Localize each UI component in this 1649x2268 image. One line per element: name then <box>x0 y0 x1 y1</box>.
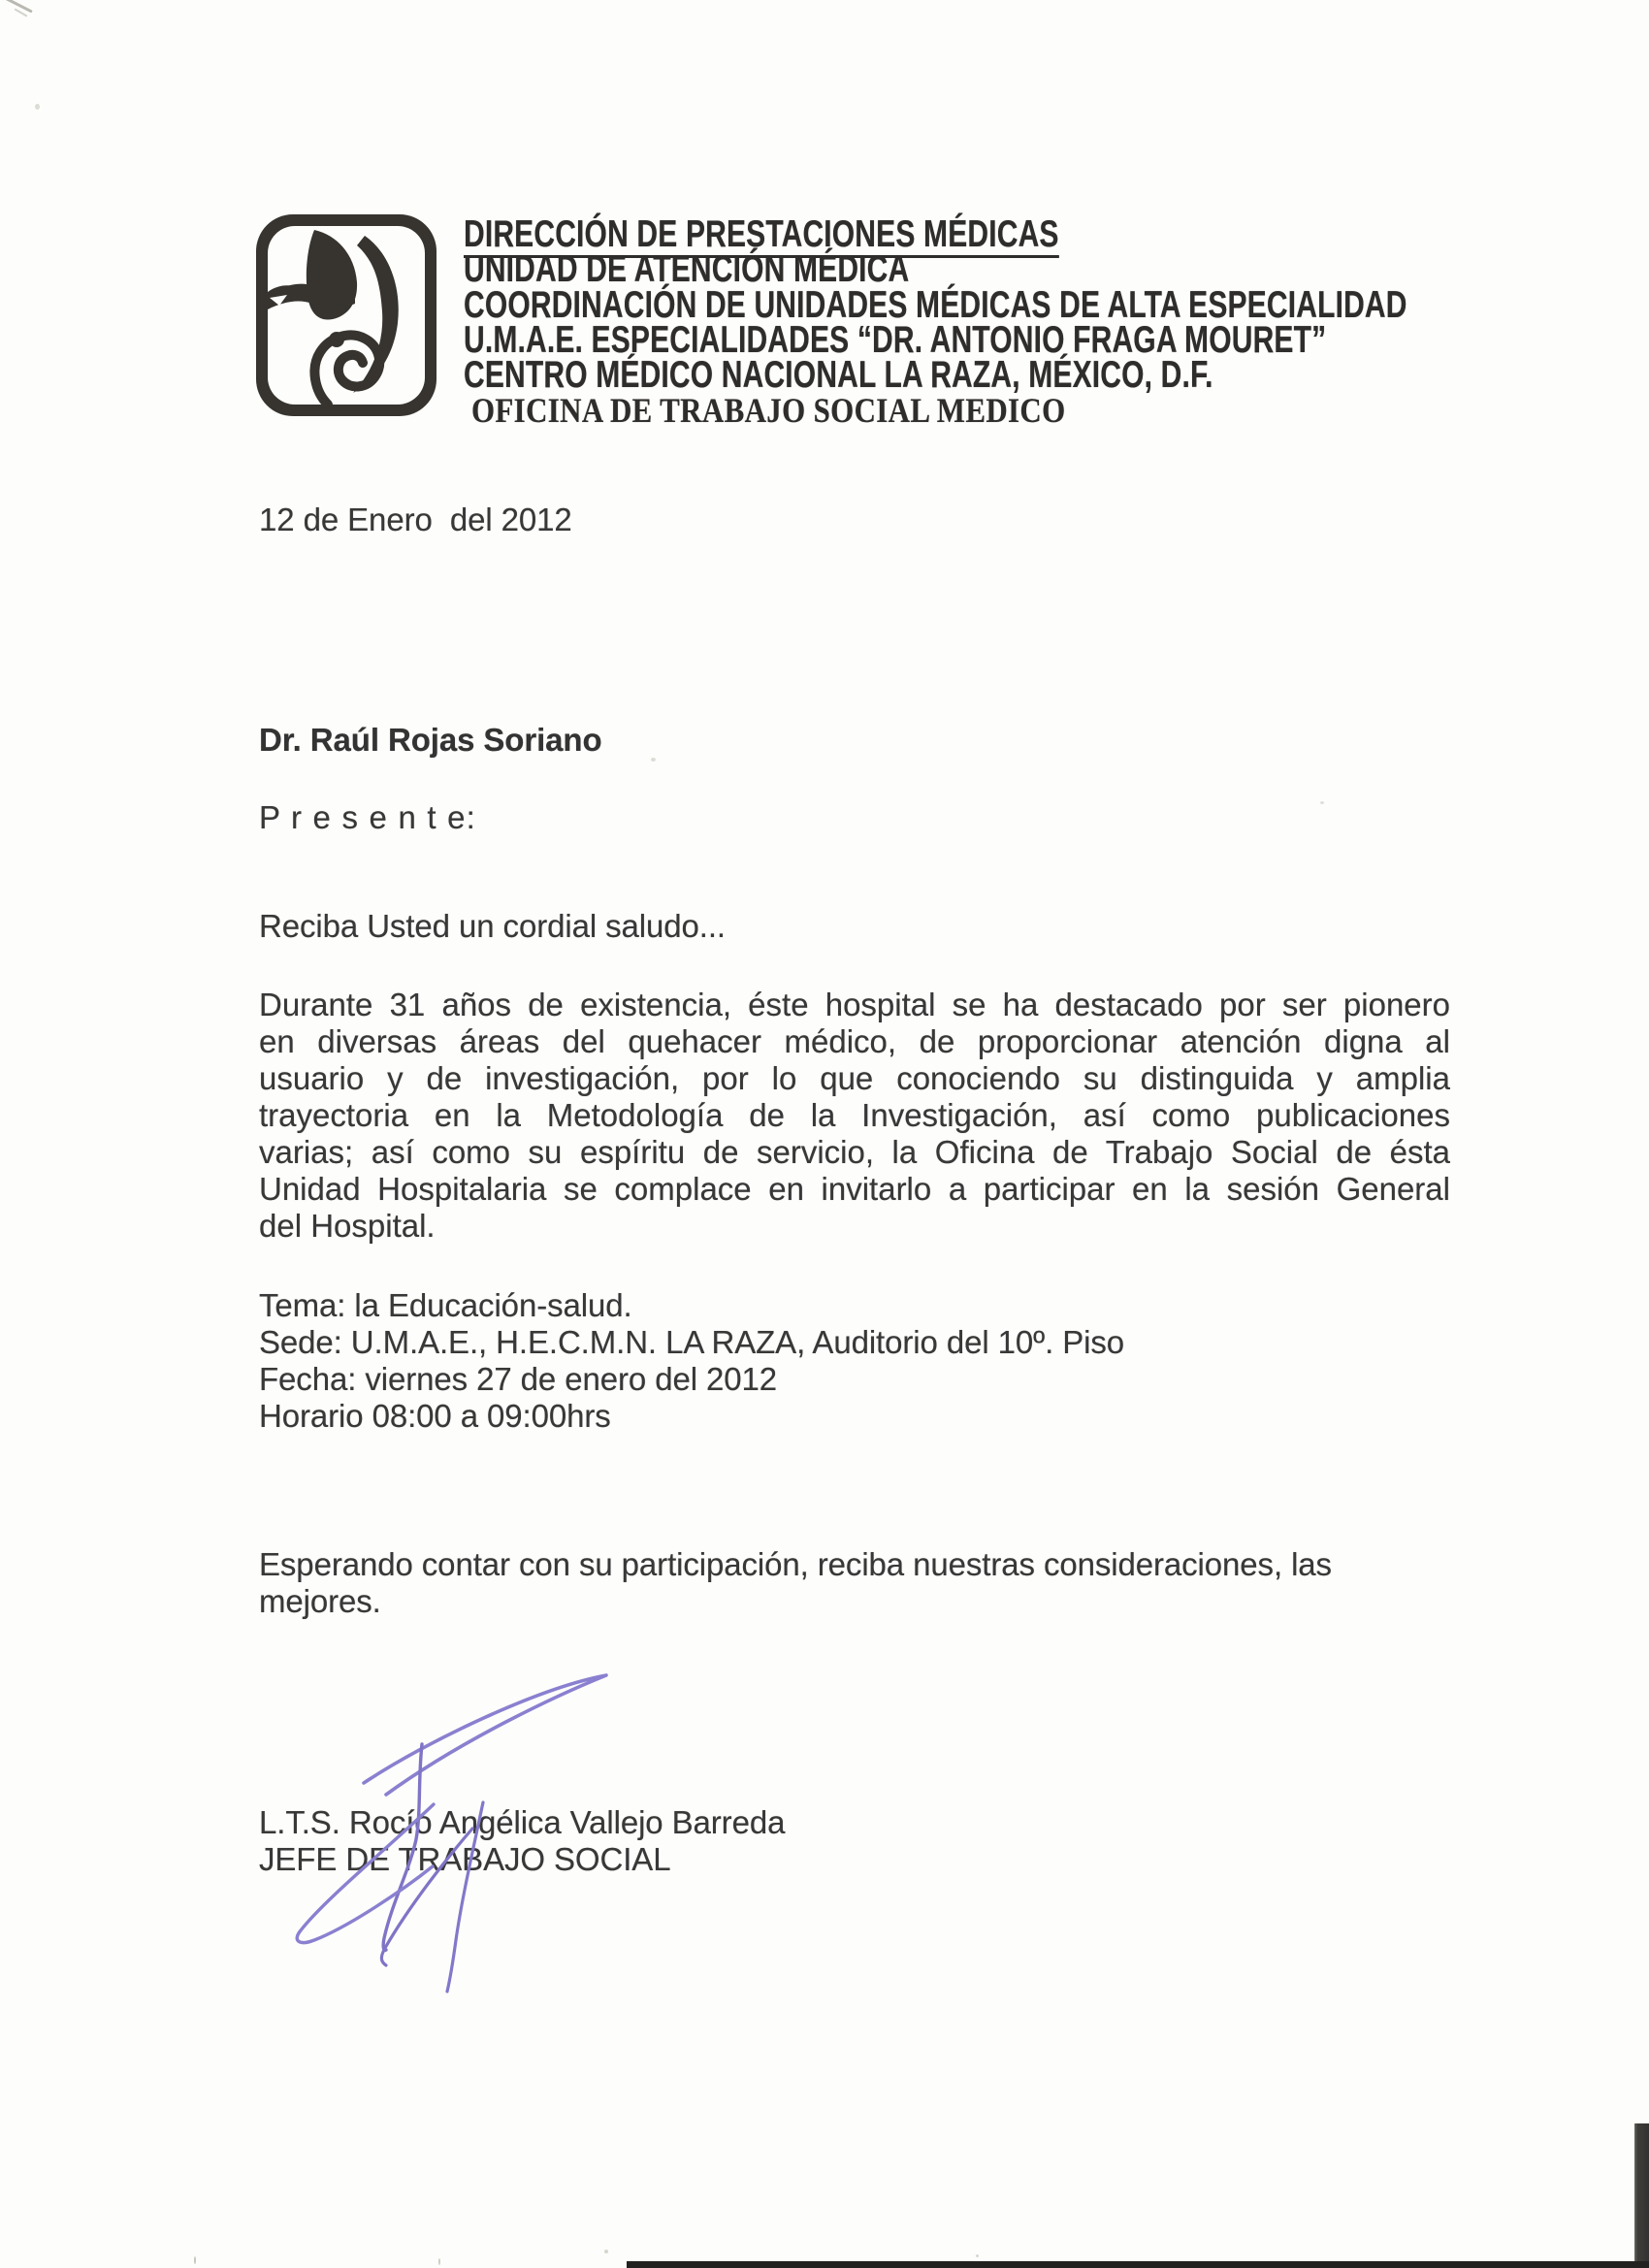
recipient-name: Dr. Raúl Rojas Soriano <box>259 722 602 758</box>
scan-artifact <box>604 2250 608 2253</box>
imss-eagle-logo <box>256 214 436 416</box>
letterhead-line: UNIDAD DE ATENCIÓN MÉDICA <box>464 248 910 291</box>
main-paragraph <box>259 987 1450 1245</box>
scan-bottom-bar <box>627 2261 1649 2268</box>
paragraph-line: del Hospital. <box>259 1208 436 1244</box>
closing-line: mejores. <box>259 1583 381 1619</box>
event-sede: Sede: U.M.A.E., H.E.C.M.N. LA RAZA, Auditorio del 10º. Piso <box>259 1324 1125 1360</box>
scan-artifact <box>651 758 656 761</box>
paragraph-line: varias; así como su espíritu de servicio, la Oficina de Trabajo Social de ésta <box>259 1134 1450 1170</box>
scan-artifact <box>976 2254 979 2257</box>
letterhead-line: CENTRO MÉDICO NACIONAL LA RAZA, MÉXICO, D.F. <box>464 354 1213 397</box>
event-fecha: Fecha: viernes 27 de enero del 2012 <box>259 1361 778 1397</box>
event-horario: Horario 08:00 a 09:00hrs <box>259 1398 611 1434</box>
signer-name: L.T.S. Rocío Angélica Vallejo Barreda <box>259 1804 786 1840</box>
signer-title: JEFE DE TRABAJO SOCIAL <box>259 1841 671 1877</box>
letterhead-line: OFICINA DE TRABAJO SOCIAL MEDICO <box>471 391 1066 431</box>
paragraph-line: trayectoria en la Metodología de la Investigación, así como publicaciones <box>259 1097 1450 1133</box>
paragraph-line: en diversas áreas del quehacer médico, de proporcionar atención digna al <box>259 1023 1450 1059</box>
letterhead-line: U.M.A.E. ESPECIALIDADES “DR. ANTONIO FRAGA MOURET” <box>464 318 1327 361</box>
letterhead-line <box>464 213 1649 255</box>
paragraph-line: Unidad Hospitalaria se complace en invitarlo a participar en la sesión General <box>259 1171 1450 1207</box>
logo-container <box>256 214 436 416</box>
paragraph-line: Durante 31 años de existencia, éste hospital se ha destacado por ser pionero <box>259 987 1450 1022</box>
letterhead <box>464 213 1649 431</box>
date-line: 12 de Enero del 2012 <box>259 502 572 537</box>
scan-artifact <box>35 104 40 110</box>
letterhead-line: COORDINACIÓN DE UNIDADES MÉDICAS DE ALTA ESPECIALIDAD <box>464 283 1407 326</box>
greeting-line: Reciba Usted un cordial saludo... <box>259 908 726 944</box>
event-details <box>259 1287 1124 1435</box>
closing-paragraph <box>259 1546 1332 1620</box>
event-tema: Tema: la Educación-salud. <box>259 1287 632 1323</box>
paragraph-line: usuario y de investigación, por lo que conociendo su distinguida y amplia <box>259 1060 1450 1096</box>
closing-line: Esperando contar con su participación, reciba nuestras consideraciones, las <box>259 1546 1332 1582</box>
scan-artifact <box>1320 801 1324 804</box>
scan-artifact <box>194 2256 196 2264</box>
signature-block <box>259 1804 785 1878</box>
letterhead-title: DIRECCIÓN DE PRESTACIONES MÉDICAS <box>464 217 1059 258</box>
scan-artifact <box>438 2258 440 2265</box>
salutation: P r e s e n t e: <box>259 799 477 835</box>
scan-edge-strip <box>1634 2123 1649 2268</box>
